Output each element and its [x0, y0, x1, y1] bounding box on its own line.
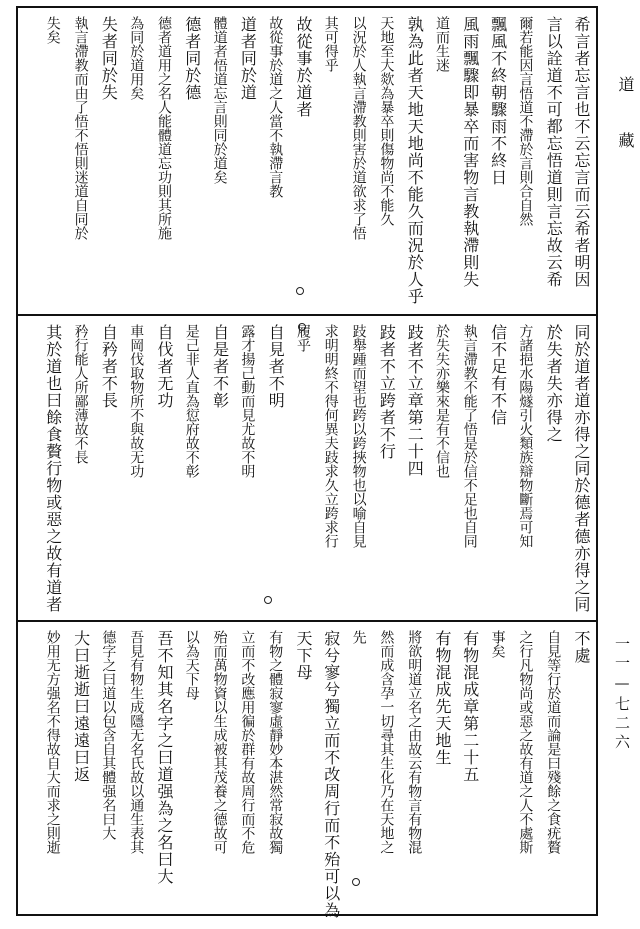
text-column: 風雨飄驟即暴卒而害物言教執滯則失	[460, 16, 480, 288]
commentary-column: 爾若能因言悟道不滯於言則合自然	[517, 16, 534, 226]
commentary-column: 體道者悟道忘言則同於道矣	[211, 16, 228, 184]
text-column: 自是者不彰	[210, 324, 230, 409]
commentary-column: 將欲明道立名之由故云有物言有物混	[406, 630, 423, 854]
book-title: 道藏	[616, 76, 635, 188]
commentary-column: 方諸挹水陽燧引火類族辯物斷焉可知	[517, 324, 534, 548]
commentary-column: 露才揚己動而見尤故不明	[239, 324, 256, 478]
commentary-column: 失矣	[44, 16, 61, 44]
panel-middle	[18, 314, 596, 620]
text-column: 吾不知其名字之曰道强為之名曰大	[155, 630, 174, 885]
circle-mark-icon	[264, 596, 272, 604]
circle-mark-icon	[352, 878, 360, 886]
text-column: 飄風不終朝驟雨不終日	[488, 16, 508, 186]
text-column: 信不足有不信	[488, 324, 508, 426]
commentary-column: 故從事於道之人當不執滯言教	[267, 16, 284, 198]
text-column: 有物混成先天地生	[433, 630, 452, 766]
text-column: 自見者不明	[266, 324, 286, 409]
commentary-column: 德字之曰道以包含自其體强名曰大	[100, 630, 117, 840]
commentary-column: 以況於人執言滯教則害於道欲求了悟	[350, 16, 367, 240]
commentary-column: 執言滯教而由了悟不悟則迷道自同於	[72, 16, 89, 240]
text-column: 言以詮道不可都忘悟道則言忘故云希	[544, 16, 564, 288]
text-column: 同於道者道亦得之同於德者德亦得之同	[572, 324, 591, 613]
text-column: 有物混成章第二十五	[460, 630, 480, 783]
commentary-column: 履乎	[295, 324, 311, 352]
commentary-column: 吾見有物生成隱无名氏故以通生表其	[128, 630, 145, 854]
commentary-column: 求明明終不得何異夫跂求久立跨求行	[322, 324, 339, 548]
circle-mark-icon	[298, 323, 306, 331]
text-column: 天下母	[294, 630, 313, 681]
commentary-column: 之行凡物尚或惡之故有道之人不處斯	[517, 630, 534, 854]
circle-mark-icon	[296, 287, 304, 295]
text-column: 孰為此者天地天地尚不能久而況於人乎	[405, 16, 425, 305]
text-column: 自矜者不長	[99, 324, 119, 409]
text-column: 失者同於失	[99, 16, 119, 101]
panel-bottom	[18, 620, 596, 919]
text-column: 跂者不立跨者不行	[377, 324, 397, 460]
commentary-column: 其可得乎	[322, 16, 339, 72]
commentary-column: 先	[350, 630, 367, 644]
commentary-column: 事矣	[489, 630, 506, 658]
text-column: 跂者不立章第二十四	[405, 324, 425, 477]
commentary-column: 立而不改應用徧於群有故周行而不危	[239, 630, 256, 854]
commentary-column: 道而生迷	[434, 16, 450, 72]
text-column: 故從事於道者	[294, 16, 313, 118]
text-column: 道者同於道	[238, 16, 258, 101]
commentary-column: 跂舉踵而望也跨以跨挾物也以喻自見	[350, 324, 367, 548]
commentary-column: 以為天下母	[183, 630, 200, 700]
commentary-column: 妙用无方强名不得故自大而求之則逝	[44, 630, 61, 854]
commentary-column: 殆而萬物資以生成被其茂養之德故可	[211, 630, 228, 854]
text-column: 德者同於德	[182, 16, 202, 101]
text-column: 大曰逝逝曰遠遠曰返	[71, 630, 91, 783]
text-column: 其於道也曰餘食贅行物或惡之故有道者	[43, 324, 63, 613]
commentary-column: 車岡伐取物所不與故无功	[128, 324, 145, 478]
text-column: 於失者失亦得之	[544, 324, 564, 443]
page-number: 一一—七二六	[613, 636, 631, 753]
commentary-column: 執言滯教不能了悟是於信不足也自同	[461, 324, 478, 548]
page-frame	[16, 6, 598, 919]
text-column: 不處	[572, 630, 591, 664]
text-column: 寂兮寥兮獨立而不改周行而不殆可以為	[321, 630, 341, 919]
text-column: 希言者忘言也不云忘言而云希者明因	[572, 16, 591, 288]
commentary-column: 矜行能人所鄙薄故不長	[72, 324, 89, 464]
text-column: 自伐者无功	[155, 324, 174, 409]
commentary-column: 為同於道用矣	[128, 16, 145, 100]
commentary-column: 然而成含孕一切尋其生化乃在天地之	[378, 630, 395, 854]
commentary-column: 於失失亦樂來是有不信也	[434, 324, 450, 478]
commentary-column: 自見等行於道而論是曰殘餘之食疣贅	[545, 630, 562, 854]
commentary-column: 是己非人直為愆府故不彰	[183, 324, 200, 478]
panel-top	[18, 8, 596, 314]
commentary-column: 天地至大欻為暴卒則傷物尚不能久	[378, 16, 395, 226]
commentary-column: 德者道用之名人能體道忘功則其所施	[156, 16, 172, 240]
commentary-column: 有物之體寂寥虛靜妙本湛然常寂故獨	[267, 630, 284, 854]
